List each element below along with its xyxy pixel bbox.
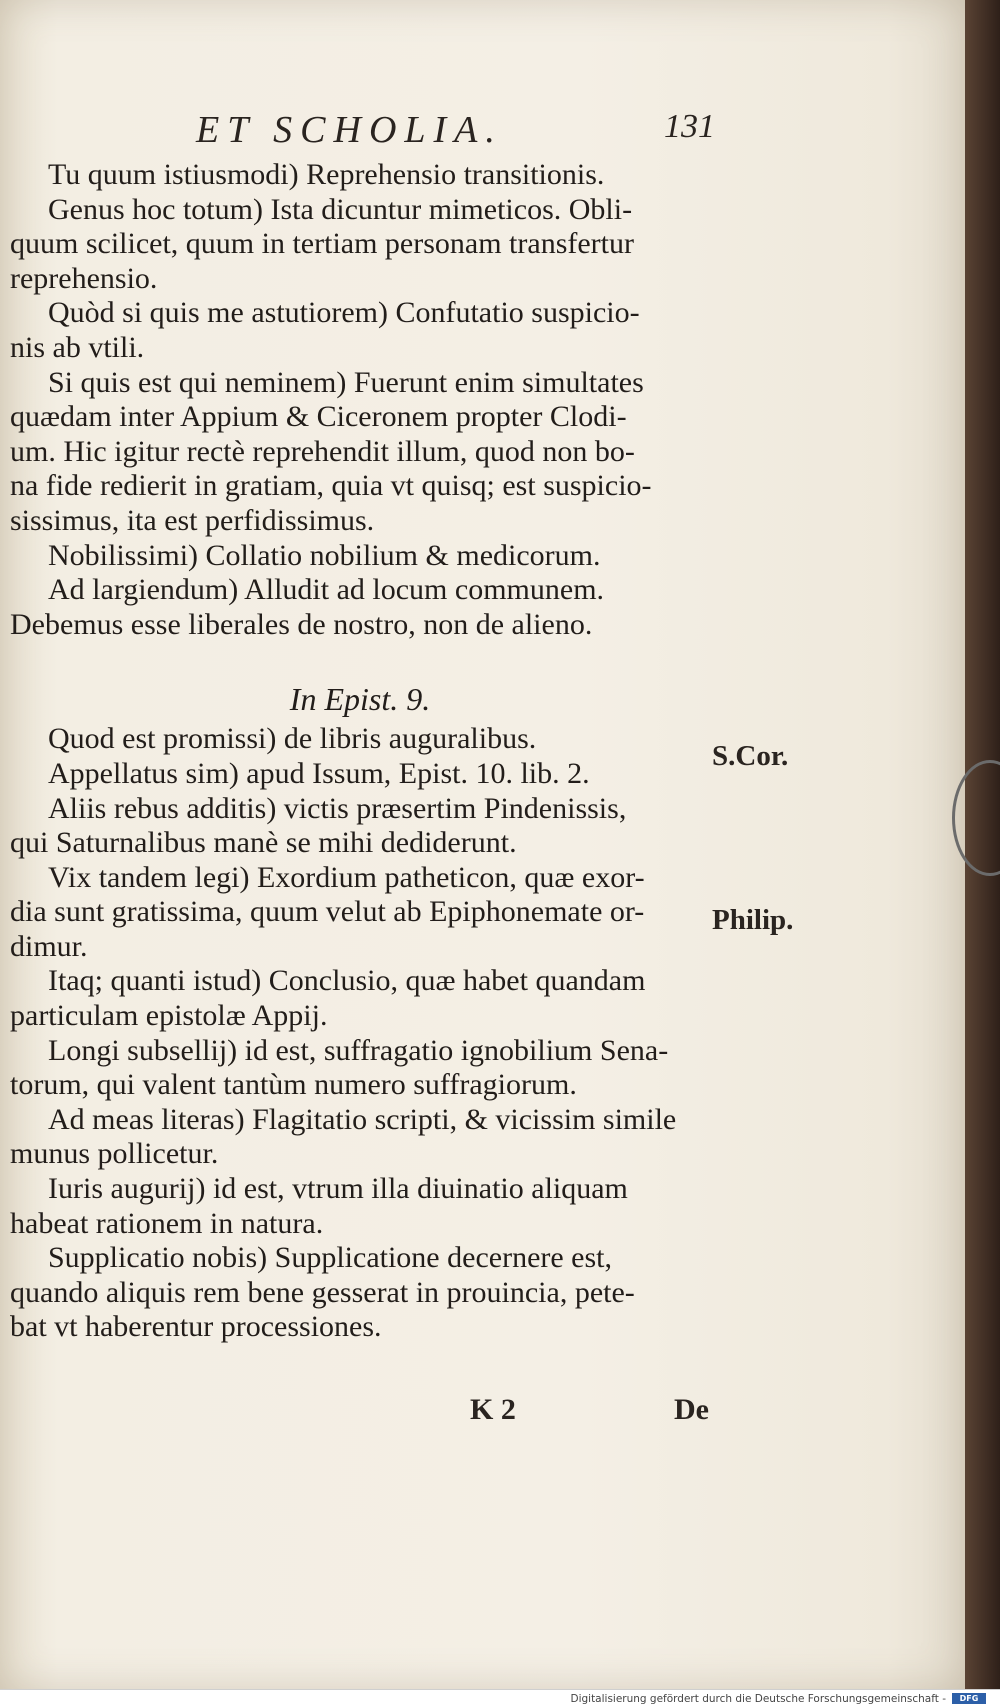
text-line: torum, qui valent tantùm numero suffragiorum. (10, 1068, 577, 1102)
page-number: 131 (664, 108, 715, 145)
running-header: ET SCHOLIA. (196, 109, 503, 151)
margin-note-scor: S.Cor. (712, 740, 789, 772)
margin-note-philip: Philip. (712, 904, 794, 936)
dfg-logo-icon: DFG (952, 1693, 986, 1704)
text-line: Tu quum istiusmodi) Reprehensio transitionis. (48, 158, 605, 191)
text-line: Ad meas literas) Flagitatio scripti, & vicissim simile (48, 1102, 677, 1136)
text-line: quando aliquis rem bene gesserat in prouincia, pete- (10, 1275, 635, 1309)
text-line: Iuris augurij) id est, vtrum illa diuinatio aliquam (48, 1172, 628, 1206)
text-line: bat vt haberentur processiones. (10, 1310, 382, 1344)
text-line: Si quis est qui neminem) Fuerunt enim simultates (48, 365, 644, 399)
text-line: Genus hoc totum) Ista dicuntur mimeticos. Obli- (48, 192, 633, 226)
text-line: munus pollicetur. (10, 1137, 219, 1171)
text-block (10, 158, 710, 1345)
catchword: De (674, 1393, 709, 1426)
text-line: Aliis rebus additis) victis præsertim Pindenissis, (48, 791, 627, 825)
text-line: na fide redierit in gratiam, quia vt quisq; est suspicio- (10, 469, 652, 503)
text-line: um. Hic igitur rectè reprehendit illum, quod non bo- (10, 434, 635, 468)
text-line: sissimus, ita est perfidissimus. (10, 503, 375, 537)
text-line: Ad largiendum) Alludit ad locum communem. (48, 573, 605, 607)
text-line: Quòd si quis me astutiorem) Confutatio suspicio- (48, 296, 640, 330)
text-line: Nobilissimi) Collatio nobilium & medicorum. (48, 538, 601, 572)
text-line: nis ab vtili. (10, 330, 145, 364)
text-line: Vix tandem legi) Exordium patheticon, quæ exor- (48, 860, 645, 894)
text-line: Quod est promissi) de libris auguralibus. (48, 722, 537, 756)
text-line: Supplicatio nobis) Supplicatione decernere est, (48, 1241, 613, 1275)
signature-mark: K 2 (470, 1393, 516, 1426)
text-line: Appellatus sim) apud Issum, Epist. 10. lib. 2. (48, 756, 590, 790)
text-line: habeat rationem in natura. (10, 1206, 324, 1240)
text-line: reprehensio. (10, 261, 158, 295)
footer-strip (0, 1689, 1000, 1706)
text-line: dimur. (10, 929, 88, 963)
section-heading: In Epist. 9. (289, 681, 431, 718)
text-line: quædam inter Appium & Ciceronem propter Clodi- (10, 400, 627, 434)
text-line: qui Saturnalibus manè se mihi dediderunt. (10, 826, 517, 860)
footer-credit: Digitalisierung gefördert durch die Deutsche Forschungsgemeinschaft - (570, 1693, 946, 1705)
text-line: Longi subsellij) id est, suffragatio ignobilium Sena- (48, 1033, 669, 1067)
text-line: Itaq; quanti istud) Conclusio, quæ habet quandam (48, 964, 646, 998)
text-line: particulam epistolæ Appij. (10, 999, 328, 1033)
text-line: dia sunt gratissima, quum velut ab Epiphonemate or- (10, 895, 645, 929)
text-line: quum scilicet, quum in tertiam personam transfertur (10, 227, 634, 261)
text-line: Debemus esse liberales de nostro, non de alieno. (10, 607, 593, 641)
